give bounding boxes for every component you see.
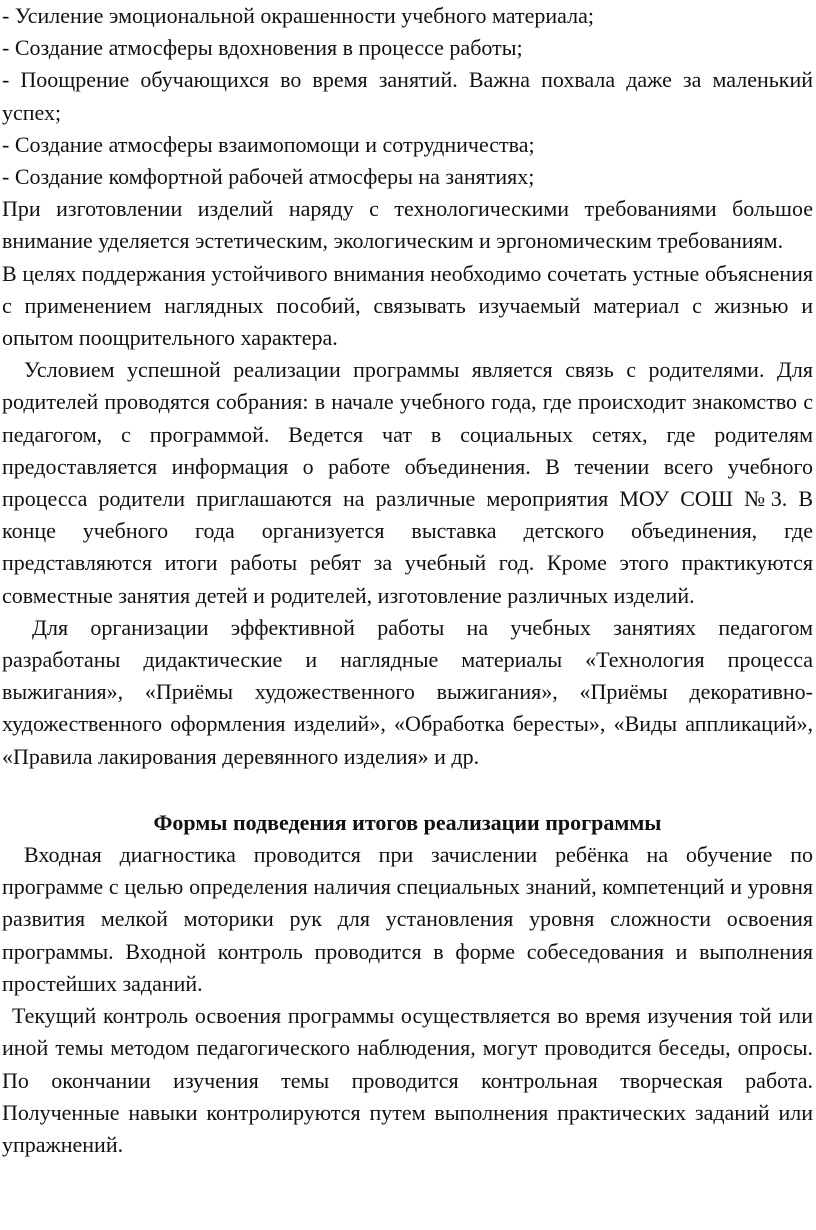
paragraph-current-control: Текущий контроль освоения программы осуществляется во время изучения той или иной темы методом педагогического наблюдения, могут проводится беседы, опросы. По окончании изучения темы проводится контрольная творческая работа. Полученные навыки контролируются путем выполнения практических заданий или упражнений. [2, 1003, 813, 1157]
paragraph-requirements: При изготовлении изделий наряду с технологическими требованиями большое внимание уделяется эстетическим, экологическим и эргономическим требованиям. [2, 196, 813, 254]
section-spacer [2, 773, 813, 807]
bullet-item-mutual-help: - Создание атмосферы взаимопомощи и сотрудничества; [2, 131, 535, 157]
bullet-item-comfort: - Создание комфортной рабочей атмосферы на занятиях; [2, 164, 535, 190]
paragraph-entry-diagnostics: Входная диагностика проводится при зачислении ребёнка на обучение по программе с целью определения наличия специальных знаний, компетенций и уровня развития мелкой моторики рук для установления уровня сложности освоения программы. Входной контроль проводится в форме собеседования и выполнения простейших заданий. [2, 842, 813, 996]
bullet-item-encouragement: - Поощрение обучающихся во время занятий. Важна похвала даже за маленький успех; [2, 67, 813, 125]
bullet-item-emotional: - Усиление эмоциональной окрашенности учебного материала; [2, 3, 594, 28]
bullet-item-inspiration: - Создание атмосферы вдохновения в процессе работы; [2, 35, 523, 61]
document-page [2, 0, 813, 1161]
paragraph-attention: В целях поддержания устойчивого внимания необходимо сочетать устные объяснения с применением наглядных пособий, связывать изучаемый материал с жизнью и опытом поощрительного характера. [2, 260, 813, 351]
paragraph-materials: Для организации эффективной работы на учебных занятиях педагогом разработаны дидактические и наглядные материалы «Технология процесса выжигания», «Приёмы художественного выжигания», «Приёмы декоративно-художественного оформления изделий», «Обработка бересты», «Виды аппликаций», «Правила лакирования деревянного изделия» и др. [2, 614, 813, 769]
paragraph-parents: Условием успешной реализации программы является связь с родителями. Для родителей проводятся собрания: в начале учебного года, где происходит знакомство с педагогом, с программой. Ведется чат в социальных сетях, где родителям предоставляется информация о работе объединения. В течении всего учебного процесса родители приглашаются на различные мероприятия МОУ СОШ №3. В конце учебного года организуется выставка детского объединения, где представляются итоги работы ребят за учебный год. Кроме этого практикуются совместные занятия детей и родителей, изготовление различных изделий. [2, 357, 813, 608]
section-heading: Формы подведения итогов реализации программы [153, 809, 662, 835]
